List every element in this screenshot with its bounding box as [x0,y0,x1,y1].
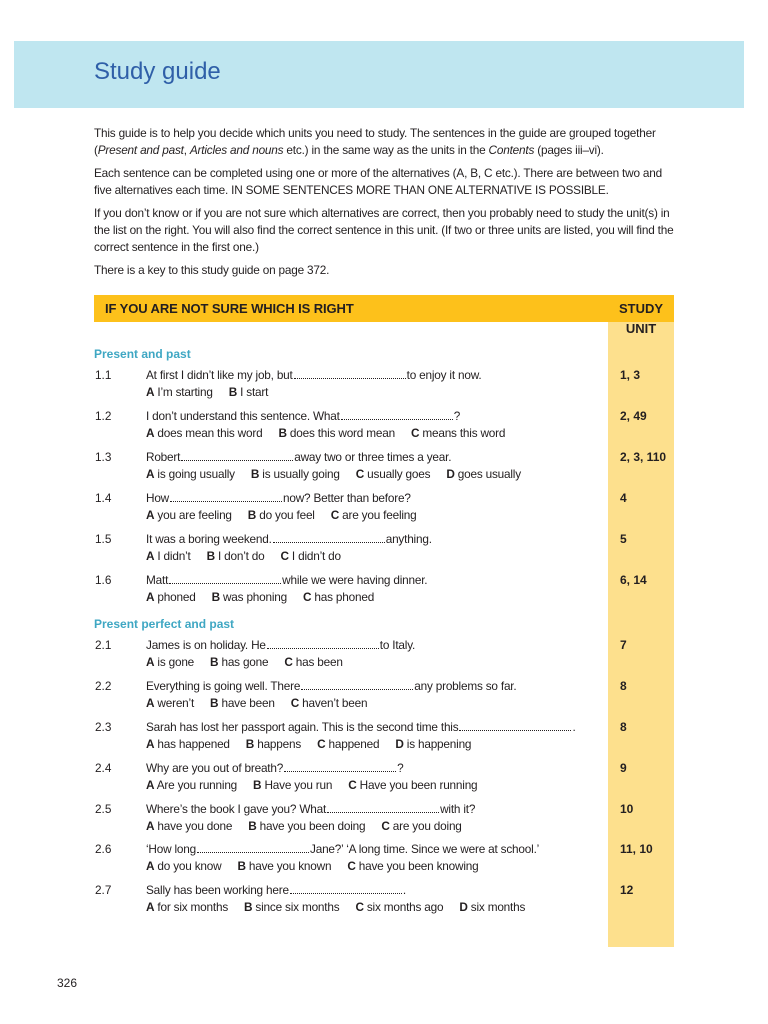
answer-option [411,426,505,440]
study-units: 4 [620,491,627,505]
question-item [94,572,674,608]
option-letter: A [146,900,155,914]
option-letter: B [248,819,257,833]
option-letter: A [146,426,155,440]
answer-gap [197,842,309,853]
option-letter: D [446,467,455,481]
answer-options [146,425,521,442]
sentence-start: At first I didn’t like my job, but [146,368,293,382]
answer-gap [341,409,453,420]
option-letter: B [228,385,238,399]
option-letter: B [244,900,253,914]
answer-options [146,548,357,565]
question-item [94,882,674,918]
option-text: for six months [154,900,229,914]
option-text: weren’t [154,696,195,710]
question-sentence [146,531,432,548]
question-sentence [146,367,481,384]
sentence-end: Jane?’ ‘A long time. Since we were at school.’ [310,842,540,856]
answer-options [146,507,433,524]
option-text: Have you been running [356,778,478,792]
sentence-start: Robert [146,450,181,464]
option-text: has gone [218,655,269,669]
answer-option [146,467,235,481]
question-number: 2.4 [95,761,112,775]
option-text: does mean this word [154,426,263,440]
question-number: 1.1 [95,368,112,382]
study-units: 11, 10 [620,842,653,856]
sentence-end: anything. [385,532,432,546]
question-item [94,637,674,673]
option-letter: C [317,737,326,751]
option-text: Are you running [154,778,238,792]
option-letter: A [146,549,155,563]
option-text: I’m starting [154,385,213,399]
option-text: do you feel [256,508,315,522]
option-letter: A [146,819,155,833]
answer-option [146,385,213,399]
option-letter: D [459,900,468,914]
option-text: happened [325,737,380,751]
question-item [94,841,674,877]
answer-option [146,900,228,914]
answer-option [395,737,471,751]
answer-gap [327,802,439,813]
option-text: six months [467,900,526,914]
section-title-present-and-past: Present and past [94,347,191,361]
option-letter: A [146,385,155,399]
table-header [94,295,674,322]
option-letter: B [250,467,260,481]
answer-options [146,384,284,401]
sentence-start: Where’s the book I gave you? What [146,802,327,816]
answer-options [146,695,383,712]
table-header-label: IF YOU ARE NOT SURE WHICH IS RIGHT [105,301,354,316]
option-letter: C [355,900,364,914]
answer-gap [169,573,281,584]
question-sentence [146,760,403,777]
option-text: haven’t been [299,696,368,710]
answer-options [146,899,541,916]
option-text: is happening [403,737,472,751]
study-units: 8 [620,720,627,734]
answer-options [146,589,390,606]
study-units: 6, 14 [620,573,647,587]
option-letter: C [290,696,300,710]
intro-text [94,125,680,285]
question-number: 2.2 [95,679,112,693]
answer-option [459,900,525,914]
option-letter: A [146,859,155,873]
option-text: was phoning [219,590,288,604]
question-item [94,449,674,485]
option-letter: D [395,737,404,751]
question-item [94,678,674,714]
option-letter: A [146,778,155,792]
answer-option [210,655,268,669]
question-number: 1.5 [95,532,112,546]
sentence-end: . [572,720,576,734]
answer-option [146,696,194,710]
option-text: have been [218,696,275,710]
option-text: happens [254,737,302,751]
option-text: is usually going [259,467,340,481]
answer-option [253,778,332,792]
option-text: have you been doing [256,819,366,833]
option-text: have you done [154,819,233,833]
option-text: has been [292,655,343,669]
question-item [94,719,674,755]
study-units: 5 [620,532,627,546]
question-item [94,490,674,526]
sentence-end: any problems so far. [414,679,517,693]
question-sentence [146,719,576,736]
sentence-start: James is on holiday. He [146,638,266,652]
answer-option [251,467,340,481]
sentence-end: with it? [440,802,476,816]
option-letter: C [284,655,293,669]
answer-option [347,859,478,873]
option-text: have you known [245,859,332,873]
study-unit-header: STUDY UNIT [618,301,664,336]
answer-option [146,737,230,751]
question-sentence [146,882,406,899]
intro-paragraph-2: Each sentence can be completed using one or more of the alternatives (A, B, C etc.). There are between two and five alternatives each time. IN SOME SENTENCES MORE THAN ONE ALTERNATIVE IS POSSIBLE. [94,166,662,197]
option-letter: C [348,778,357,792]
option-text: has happened [154,737,230,751]
answer-option [212,590,287,604]
page-number: 326 [57,976,78,990]
sentence-end: . [402,883,406,897]
answer-option [146,590,196,604]
question-sentence [146,841,539,858]
option-text: since six months [252,900,340,914]
option-letter: B [247,508,257,522]
option-letter: A [146,655,155,669]
option-letter: A [146,467,155,481]
answer-option [446,467,521,481]
study-units: 7 [620,638,627,652]
option-letter: A [146,590,155,604]
question-number: 2.6 [95,842,112,856]
answer-gap [284,761,396,772]
answer-gap [294,368,406,379]
question-sentence [146,408,460,425]
option-text: I don’t do [214,549,265,563]
option-letter: A [146,737,155,751]
option-letter: B [237,859,246,873]
sentence-end: away two or three times a year. [294,450,452,464]
sentence-start: Why are you out of breath? [146,761,284,775]
answer-option [146,426,262,440]
intro-paragraph-4: There is a key to this study guide on page 372. [94,263,330,277]
answer-gap [181,450,293,461]
option-text: means this word [419,426,506,440]
option-letter: B [210,655,219,669]
sentence-start: It was a boring weekend. [146,532,272,546]
answer-option [317,737,379,751]
option-text: you are feeling [154,508,232,522]
question-sentence [146,490,411,507]
option-text: goes usually [454,467,521,481]
intro-paragraph-3: If you don’t know or if you are not sure which alternatives are correct, then you probably need to study the unit(s) in the list on the right. You will also find the correct sentence in this unit. (If two or three units are listed, you will find the correct sentence in the first one.) [94,206,674,254]
option-letter: C [355,467,365,481]
answer-options [146,736,487,753]
option-text: usually goes [364,467,431,481]
answer-option [355,900,443,914]
option-text: are you doing [389,819,462,833]
option-text: have you been knowing [355,859,479,873]
sentence-end: ? [453,409,461,423]
study-units: 12 [620,883,634,897]
study-units: 10 [620,802,634,816]
option-text: has phoned [311,590,375,604]
answer-option [146,549,191,563]
question-item [94,531,674,567]
answer-gap [273,532,385,543]
question-item [94,367,674,403]
option-letter: B [210,696,219,710]
question-number: 1.2 [95,409,112,423]
question-sentence [146,572,427,589]
option-text: six months ago [363,900,444,914]
study-units: 1, 3 [620,368,641,382]
question-number: 2.3 [95,720,112,734]
option-letter: B [245,737,255,751]
question-number: 2.1 [95,638,112,652]
question-item [94,801,674,837]
answer-option [381,819,461,833]
sentence-start: Sally has been working here [146,883,289,897]
question-number: 1.4 [95,491,112,505]
answer-option [146,655,194,669]
answer-options [146,466,537,483]
answer-option [244,900,339,914]
study-units: 2, 49 [620,409,647,423]
option-text: do you know [154,859,222,873]
answer-option [237,859,331,873]
question-sentence [146,637,415,654]
answer-option [348,778,477,792]
sentence-start: Everything is going well. There [146,679,301,693]
answer-option [284,655,342,669]
answer-option [229,385,269,399]
sentence-start: Sarah has lost her passport again. This is the second time this [146,720,459,734]
answer-option [210,696,275,710]
option-text: is going usually [154,467,235,481]
study-units: 2, 3, 110 [620,450,667,464]
option-letter: A [146,508,155,522]
section-title-present-perfect-and-past: Present perfect and past [94,617,235,631]
answer-options [146,777,493,794]
answer-option [146,778,237,792]
question-sentence [146,449,451,466]
question-number: 2.7 [95,883,112,897]
sentence-start: I don’t understand this sentence. What [146,409,340,423]
option-text: phoned [154,590,196,604]
option-letter: B [278,426,287,440]
sentence-end: to Italy. [379,638,416,652]
option-text: does this word mean [286,426,395,440]
question-number: 1.6 [95,573,112,587]
option-letter: B [206,549,215,563]
sentence-start: Matt [146,573,169,587]
answer-gap [290,883,402,894]
answer-option [291,696,368,710]
sentence-end: now? Better than before? [283,491,411,505]
question-item [94,760,674,796]
option-text: I didn’t [154,549,191,563]
answer-option [246,737,301,751]
sentence-end: while we were having dinner. [282,573,428,587]
question-number: 1.3 [95,450,112,464]
option-letter: C [330,508,340,522]
answer-option [331,508,417,522]
sentence-end: to enjoy it now. [406,368,482,382]
sentence-end: ? [397,761,404,775]
option-text: Have you run [261,778,333,792]
option-text: I didn’t do [288,549,341,563]
answer-option [281,549,341,563]
answer-option [248,819,365,833]
option-letter: C [410,426,420,440]
answer-option [278,426,394,440]
answer-option [146,819,232,833]
question-sentence [146,678,516,695]
page-title: Study guide [94,58,221,85]
answer-options [146,858,495,875]
answer-option [248,508,315,522]
sentence-start: ‘How long [146,842,197,856]
study-units: 8 [620,679,627,693]
option-text: is gone [154,655,195,669]
option-letter: C [381,819,390,833]
answer-option [356,467,431,481]
answer-gap [267,638,379,649]
option-letter: C [303,590,312,604]
answer-options [146,818,478,835]
sentence-start: How [146,491,169,505]
option-letter: C [347,859,356,873]
option-letter: B [253,778,262,792]
answer-options [146,654,359,671]
intro-paragraph-1: This guide is to help you decide which units you need to study. The sentences in the guide are grouped together (Present and past, Articles and nouns etc.) in the same way as the units in the Contents (pages iii–vi). [94,126,656,157]
question-item [94,408,674,444]
answer-option [207,549,265,563]
answer-gap [301,679,413,690]
answer-option [146,508,232,522]
option-text: I start [237,385,269,399]
answer-option [146,859,221,873]
option-letter: A [146,696,155,710]
option-text: are you feeling [339,508,417,522]
option-letter: C [280,549,289,563]
answer-gap [170,491,282,502]
question-sentence [146,801,475,818]
study-units: 9 [620,761,627,775]
option-letter: B [211,590,220,604]
answer-gap [459,720,571,731]
question-number: 2.5 [95,802,112,816]
answer-option [303,590,374,604]
